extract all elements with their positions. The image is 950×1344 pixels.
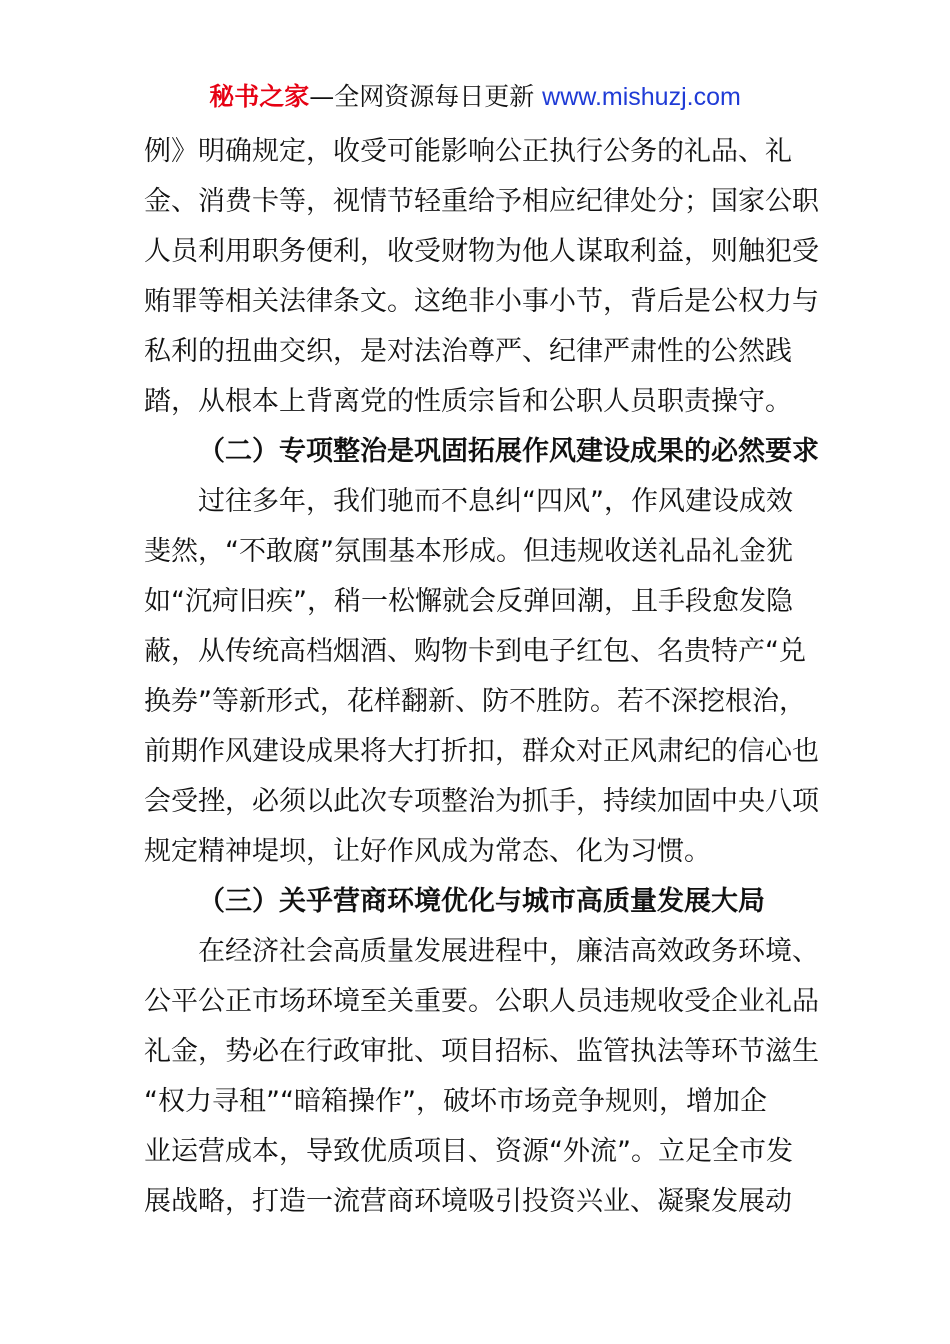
text-line: 如“沉疴旧疾”，稍一松懈就会反弹回潮，且手段愈发隐 [144, 586, 793, 617]
document-body [144, 127, 824, 1227]
text-line: 踏，从根本上背离党的性质宗旨和公职人员职责操守。 [144, 386, 792, 417]
text-line: 斐然，“不敢腐”氛围基本形成。但违规收送礼品礼金犹 [144, 536, 793, 567]
site-header [0, 80, 950, 114]
text-line: 规定精神堤坝，让好作风成为常态、化为习惯。 [144, 836, 711, 867]
section-heading: （二）专项整治是巩固拓展作风建设成果的必然要求 [198, 436, 819, 467]
header-tagline: —全网资源每日更新 [309, 82, 543, 111]
text-line: 公平公正市场环境至关重要。公职人员违规收受企业礼品 [144, 986, 819, 1017]
text-line: 会受挫，必须以此次专项整治为抓手，持续加固中央八项 [144, 786, 819, 817]
brand-name: 秘书之家 [209, 82, 310, 111]
site-url[interactable]: www.mishuzj.com [542, 83, 741, 111]
text-line: “权力寻租”“暗箱操作”，破坏市场竞争规则，增加企 [144, 1086, 767, 1117]
text-line: 金、消费卡等，视情节轻重给予相应纪律处分；国家公职 [144, 186, 819, 217]
text-line: 换券”等新形式，花样翻新、防不胜防。若不深挖根治， [144, 686, 806, 717]
text-line: 展战略，打造一流营商环境吸引投资兴业、凝聚发展动 [144, 1186, 792, 1217]
paragraph-first-line: 在经济社会高质量发展进程中，廉洁高效政务环境、 [198, 936, 819, 967]
text-line: 蔽，从传统高档烟酒、购物卡到电子红包、名贵特产“兑 [144, 636, 806, 667]
text-line: 前期作风建设成果将大打折扣，群众对正风肃纪的信心也 [144, 736, 819, 767]
text-line: 业运营成本，导致优质项目、资源“外流”。立足全市发 [144, 1136, 793, 1167]
text-line: 贿罪等相关法律条文。这绝非小事小节，背后是公权力与 [144, 286, 819, 317]
paragraph-first-line: 过往多年，我们驰而不息纠“四风”，作风建设成效 [198, 486, 793, 517]
text-line: 例》明确规定，收受可能影响公正执行公务的礼品、礼 [144, 136, 792, 167]
text-line: 人员利用职务便利，收受财物为他人谋取利益，则触犯受 [144, 236, 819, 267]
section-heading: （三）关乎营商环境优化与城市高质量发展大局 [198, 886, 765, 917]
text-line: 私利的扭曲交织，是对法治尊严、纪律严肃性的公然践 [144, 336, 792, 367]
text-line: 礼金，势必在行政审批、项目招标、监管执法等环节滋生 [144, 1036, 819, 1067]
